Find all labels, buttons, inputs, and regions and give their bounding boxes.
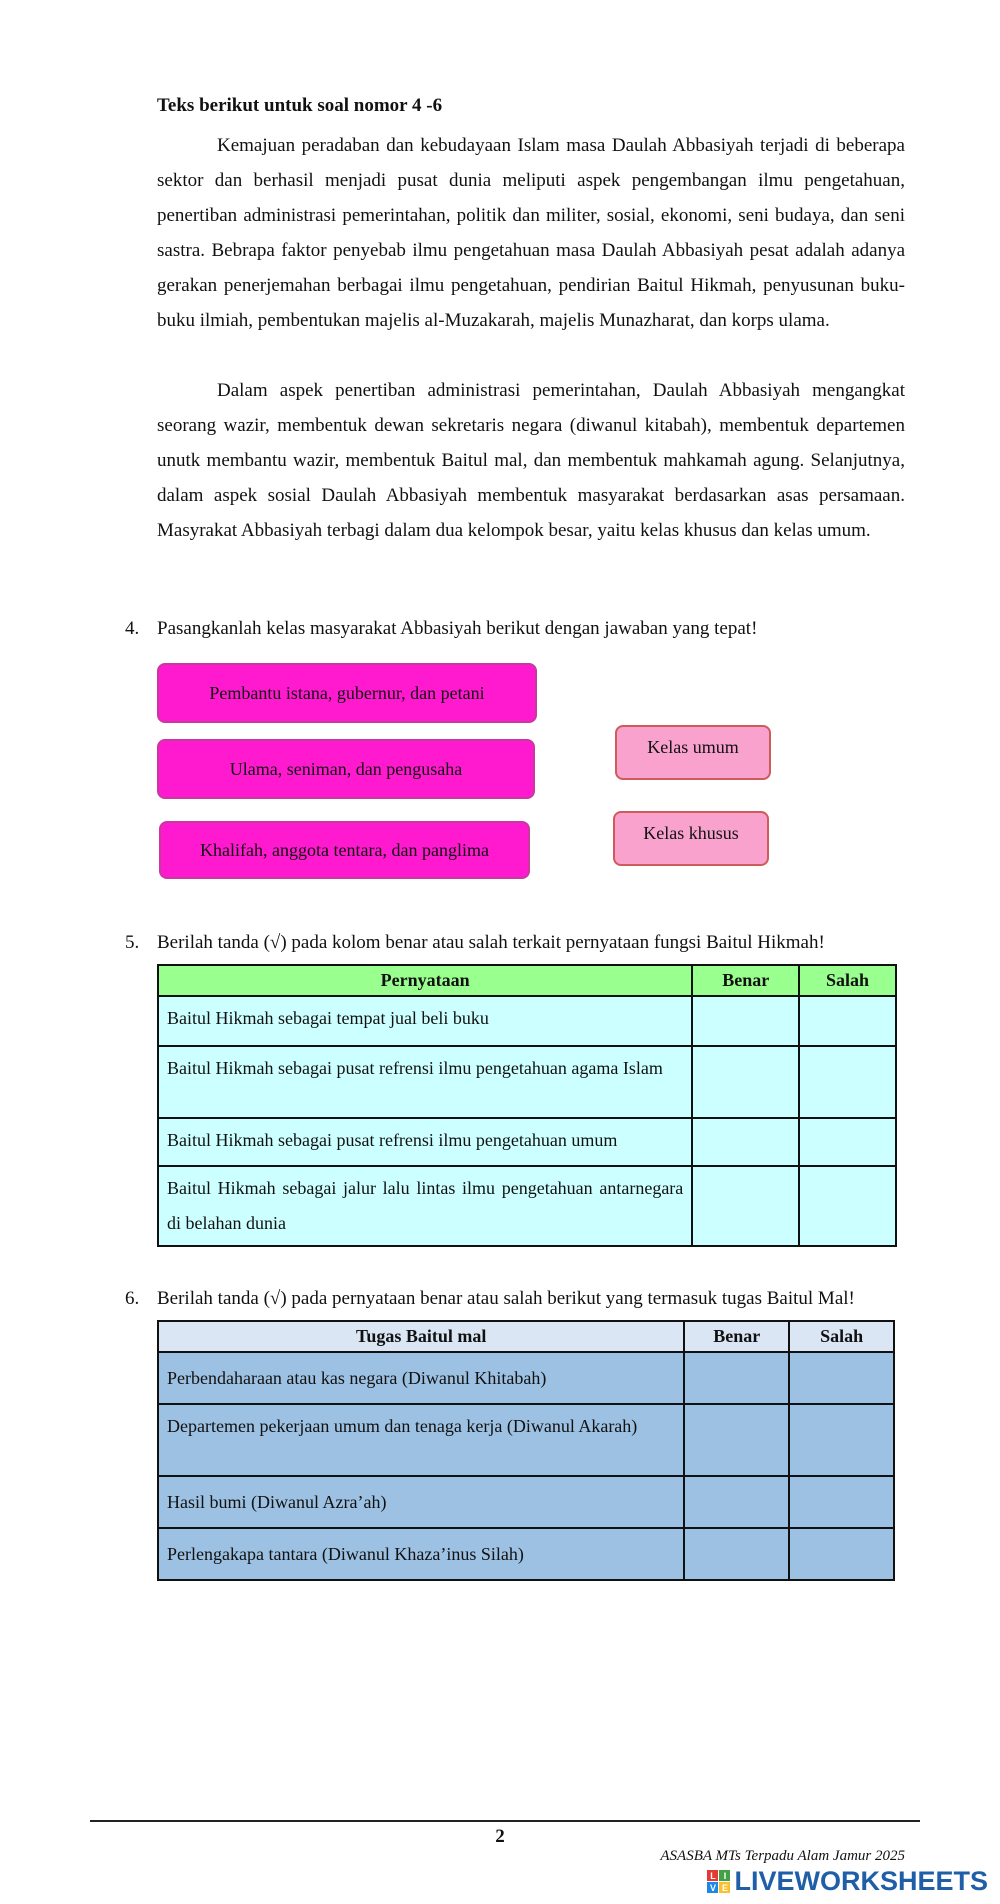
liveworksheets-logo[interactable] — [707, 1866, 988, 1897]
table-row — [158, 1118, 896, 1166]
header-tugas: Tugas Baitul mal — [158, 1321, 684, 1352]
baitul-mal-table — [157, 1320, 895, 1581]
question-5-number: 5. — [125, 932, 140, 953]
salah-checkbox[interactable] — [789, 1404, 894, 1476]
match-item-right-1[interactable]: Kelas umum — [615, 725, 771, 780]
statement-cell: Baitul Hikmah sebagai tempat jual beli buku — [158, 996, 692, 1046]
benar-checkbox[interactable] — [684, 1352, 789, 1404]
benar-checkbox[interactable] — [692, 1118, 799, 1166]
question-6-number: 6. — [125, 1288, 140, 1309]
task-cell: Departemen pekerjaan umum dan tenaga kerja (Diwanul Akarah) — [158, 1404, 684, 1476]
table-header-row — [158, 1321, 894, 1352]
task-cell: Hasil bumi (Diwanul Azra’ah) — [158, 1476, 684, 1528]
match-item-left-1[interactable]: Pembantu istana, gubernur, dan petani — [157, 663, 537, 723]
match-item-left-2[interactable]: Ulama, seniman, dan pengusaha — [157, 739, 535, 799]
table-row — [158, 1046, 896, 1118]
liveworksheets-brand: LIVEWORKSHEETS — [734, 1866, 988, 1896]
benar-checkbox[interactable] — [684, 1476, 789, 1528]
table-row — [158, 1476, 894, 1528]
footer-divider — [90, 1820, 920, 1822]
match-item-left-3[interactable]: Khalifah, anggota tentara, dan panglima — [159, 821, 530, 879]
task-cell: Perlengakapa tantara (Diwanul Khaza’inus Silah) — [158, 1528, 684, 1580]
header-salah: Salah — [799, 965, 896, 996]
table-row — [158, 1352, 894, 1404]
question-5 — [125, 932, 915, 954]
header-benar: Benar — [692, 965, 799, 996]
header-benar: Benar — [684, 1321, 789, 1352]
baitul-hikmah-table — [157, 964, 897, 1247]
salah-checkbox[interactable] — [799, 1046, 896, 1118]
header-pernyataan: Pernyataan — [158, 965, 692, 996]
salah-checkbox[interactable] — [799, 1166, 896, 1246]
question-6-text: Berilah tanda (√) pada pernyataan benar atau salah berikut yang termasuk tugas Baitul Mal! — [157, 1288, 855, 1309]
question-6 — [125, 1288, 915, 1310]
benar-checkbox[interactable] — [684, 1528, 789, 1580]
table-row — [158, 996, 896, 1046]
benar-checkbox[interactable] — [692, 996, 799, 1046]
salah-checkbox[interactable] — [789, 1476, 894, 1528]
table-header-row — [158, 965, 896, 996]
question-5-text: Berilah tanda (√) pada kolom benar atau salah terkait pernyataan fungsi Baitul Hikmah! — [157, 932, 825, 953]
liveworksheets-badge-icon: L I V E — [707, 1870, 730, 1893]
statement-cell: Baitul Hikmah sebagai jalur lalu lintas ilmu pengetahuan antarnegara di belahan dunia — [158, 1166, 692, 1246]
table-row — [158, 1166, 896, 1246]
header-salah: Salah — [789, 1321, 894, 1352]
passage-paragraph-2: Dalam aspek penertiban administrasi pemerintahan, Daulah Abbasiyah mengangkat seorang wazir, membentuk dewan sekretaris negara (diwanul kitabah), membentuk departemen unutk membantu wazir, membentuk Baitul mal, dan membentuk mahkamah agung. Selanjutnya, dalam aspek sosial Daulah Abbasiyah membentuk masyarakat berdasarkan asas persamaan. Masyrakat Abbasiyah terbagi dalam dua kelompok besar, yaitu kelas khusus dan kelas umum. — [157, 380, 905, 541]
salah-checkbox[interactable] — [799, 996, 896, 1046]
question-4 — [125, 618, 915, 640]
passage-paragraph-1: Kemajuan peradaban dan kebudayaan Islam masa Daulah Abbasiyah terjadi di beberapa sektor dan berhasil menjadi pusat dunia meliputi aspek pengembangan ilmu pengetahuan, penertiban administrasi pemerintahan, politik dan militer, sosial, ekonomi, seni budaya, dan seni sastra. Bebrapa faktor penyebab ilmu pengetahuan masa Daulah Abbasiyah pesat adalah adanya gerakan penerjemahan berbagai ilmu pengetahuan, pendirian Baitul Hikmah, penyusunan buku-buku ilmiah, pembentukan majelis al-Muzakarah, majelis Munazharat, dan korps ulama. — [157, 135, 905, 331]
section-heading: Teks berikut untuk soal nomor 4 -6 — [157, 95, 443, 116]
question-4-text: Pasangkanlah kelas masyarakat Abbasiyah berikut dengan jawaban yang tepat! — [157, 618, 758, 639]
benar-checkbox[interactable] — [692, 1046, 799, 1118]
task-cell: Perbendaharaan atau kas negara (Diwanul Khitabah) — [158, 1352, 684, 1404]
table-row — [158, 1404, 894, 1476]
salah-checkbox[interactable] — [789, 1352, 894, 1404]
salah-checkbox[interactable] — [789, 1528, 894, 1580]
benar-checkbox[interactable] — [684, 1404, 789, 1476]
question-4-number: 4. — [125, 618, 140, 639]
statement-cell: Baitul Hikmah sebagai pusat refrensi ilmu pengetahuan umum — [158, 1118, 692, 1166]
page-number: 2 — [495, 1826, 505, 1847]
benar-checkbox[interactable] — [692, 1166, 799, 1246]
table-row — [158, 1528, 894, 1580]
salah-checkbox[interactable] — [799, 1118, 896, 1166]
match-item-right-2[interactable]: Kelas khusus — [613, 811, 769, 866]
statement-cell: Baitul Hikmah sebagai pusat refrensi ilmu pengetahuan agama Islam — [158, 1046, 692, 1118]
footer-note: ASASBA MTs Terpadu Alam Jamur 2025 — [660, 1848, 905, 1864]
